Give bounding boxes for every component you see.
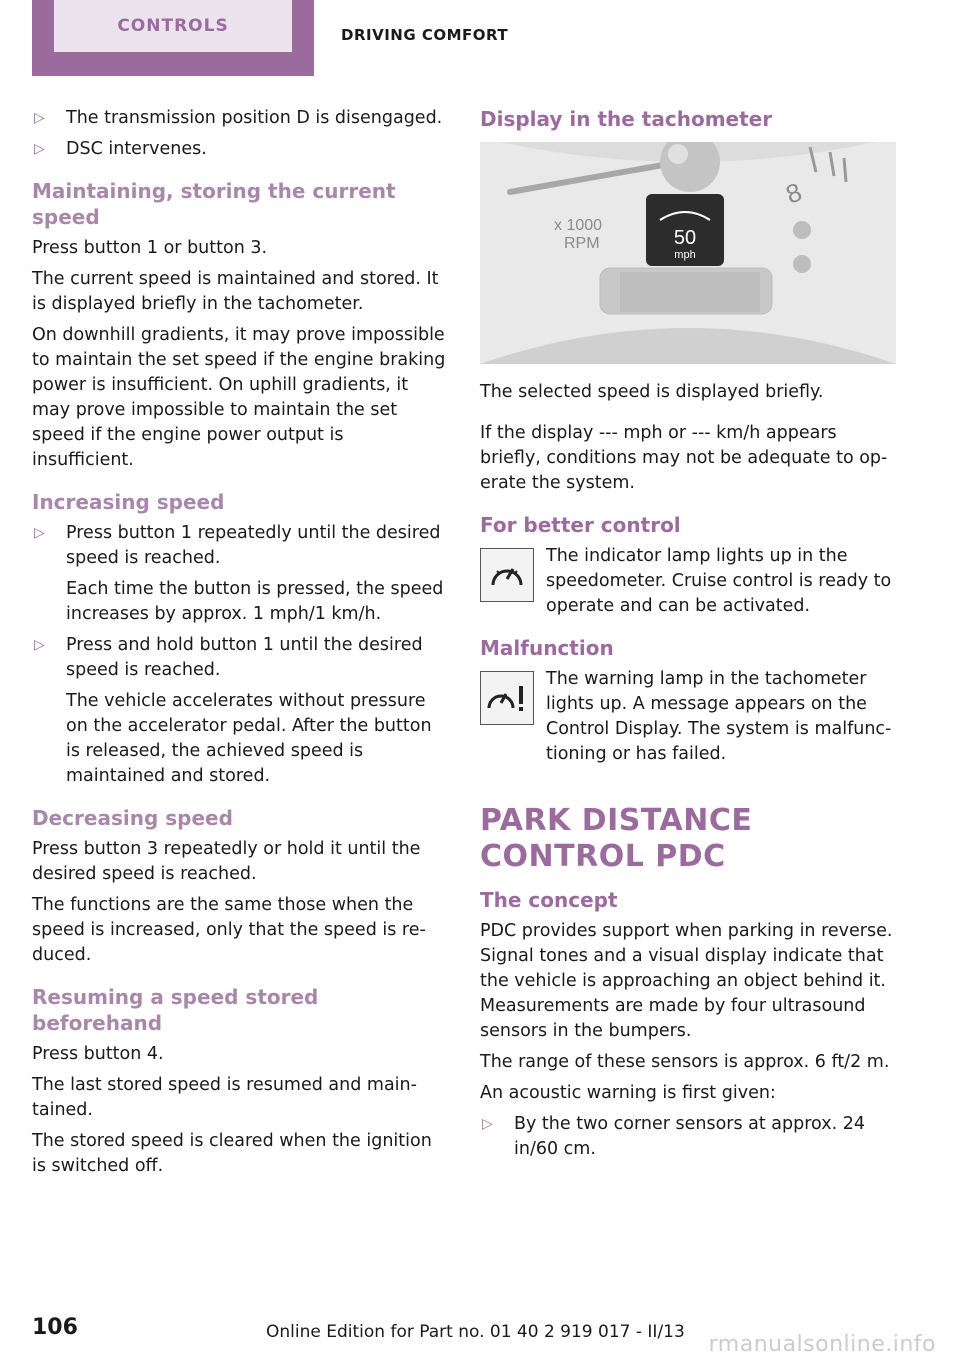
list-item: ▷ Press button 1 repeatedly until the desired speed is reached. Each time the button is pressed, the speed increases by approx. 1 mph/1 km/h.: [34, 523, 444, 624]
speed-value: 50: [673, 227, 697, 249]
watermark: rmanualsonline.info: [708, 1332, 936, 1357]
bullet-triangle-icon: ▷: [482, 1116, 493, 1132]
heading-better-control: For better control: [480, 513, 681, 537]
heading-display: Display in the tachometer: [480, 107, 773, 131]
heading-malfunction: Malfunction: [480, 636, 614, 660]
bullet-triangle-icon: ▷: [34, 141, 45, 157]
indicator-block: [480, 544, 896, 619]
paragraph: Press button 1 or button 3.: [32, 238, 268, 258]
paragraph: Press button 3 repeatedly or hold it until the desired speed is reached.: [32, 839, 421, 884]
left-column: [32, 106, 450, 1185]
heading-increasing: Increasing speed: [32, 490, 225, 514]
chapter-tab: [32, 0, 314, 76]
paragraph: The warning lamp in the tachometer lights up. A message appears on the Control Display. The system is malfunctioning or has failed.: [546, 669, 892, 764]
tachometer-illustration: [480, 142, 896, 364]
heading-decreasing: Decreasing speed: [32, 806, 233, 830]
paragraph: The selected speed is displayed briefly.: [480, 382, 824, 402]
dial-tick-8: 8: [781, 176, 806, 210]
dial-unit: RPM: [564, 235, 600, 252]
tachometer-figure: [480, 142, 896, 364]
list-item: ▷ Press and hold button 1 until the desired speed is reached. The vehicle accelerates without pressure on the accelerator pedal. After the button is released, the achieved speed is maintained and stored.: [34, 635, 432, 786]
paragraph: If the display --- mph or --- km/h appears briefly, conditions may not be adequate to operate the system.: [480, 423, 888, 493]
top-bullet-list: [32, 106, 450, 162]
chapter-tab-label: CONTROLS: [54, 0, 292, 52]
paragraph: Press button 4.: [32, 1044, 164, 1064]
increasing-list: [32, 521, 450, 789]
heading-resuming: Resuming a speed stored beforehand: [32, 985, 319, 1035]
paragraph: The functions are the same those when the speed is increased, only that the speed is reduced.: [32, 895, 426, 965]
heading-maintaining: Maintaining, storing the current speed: [32, 179, 396, 229]
bullet-triangle-icon: ▷: [34, 110, 45, 126]
cruise-control-warning-icon: [480, 671, 534, 725]
paragraph: The range of these sensors is approx. 6 ft/2 m.: [480, 1052, 890, 1072]
section-label: DRIVING COMFORT: [341, 26, 509, 44]
page-number: 106: [32, 1315, 78, 1340]
bullet-triangle-icon: ▷: [34, 525, 45, 541]
pdc-bullet-list: [480, 1112, 896, 1162]
paragraph: The current speed is maintained and stored. It is displayed briefly in the tachometer.: [32, 269, 439, 314]
bullet-triangle-icon: ▷: [34, 637, 45, 653]
warning-block: [480, 667, 896, 767]
speed-unit: mph: [674, 249, 696, 261]
paragraph: PDC provides support when parking in reverse. Signal tones and a visual display indicate that the vehicle is approaching an object behind it. Measurements are made by four ultrasound sensors in the bumpers.: [480, 921, 893, 1041]
paragraph: The indicator lamp lights up in the speedometer. Cruise control is ready to operate and can be activated.: [546, 546, 892, 616]
paragraph: An acoustic warning is first given:: [480, 1083, 776, 1103]
cruise-control-icon: [480, 548, 534, 602]
paragraph: The stored speed is cleared when the ignition is switched off.: [32, 1131, 432, 1176]
list-item: ▷ By the two corner sensors at approx. 24 in/60 cm.: [482, 1114, 865, 1159]
dial-multiplier: x 1000: [554, 217, 603, 234]
right-column: [480, 106, 896, 1168]
paragraph: On downhill gradients, it may prove impossible to maintain the set speed if the engine braking power is insufficient. On uphill gradients, it may prove impossible to maintain the set speed if the engine power output is insufficient.: [32, 325, 446, 470]
pdc-title: PARK DISTANCE CONTROL PDC: [480, 803, 753, 874]
paragraph: The last stored speed is resumed and maintained.: [32, 1075, 417, 1120]
list-item: ▷ The transmission position D is disengaged.: [32, 106, 450, 131]
heading-concept: The concept: [480, 888, 618, 912]
list-item: ▷ DSC intervenes.: [32, 137, 450, 162]
edition-text: Online Edition for Part no. 01 40 2 919 017 - II/13: [266, 1322, 685, 1342]
